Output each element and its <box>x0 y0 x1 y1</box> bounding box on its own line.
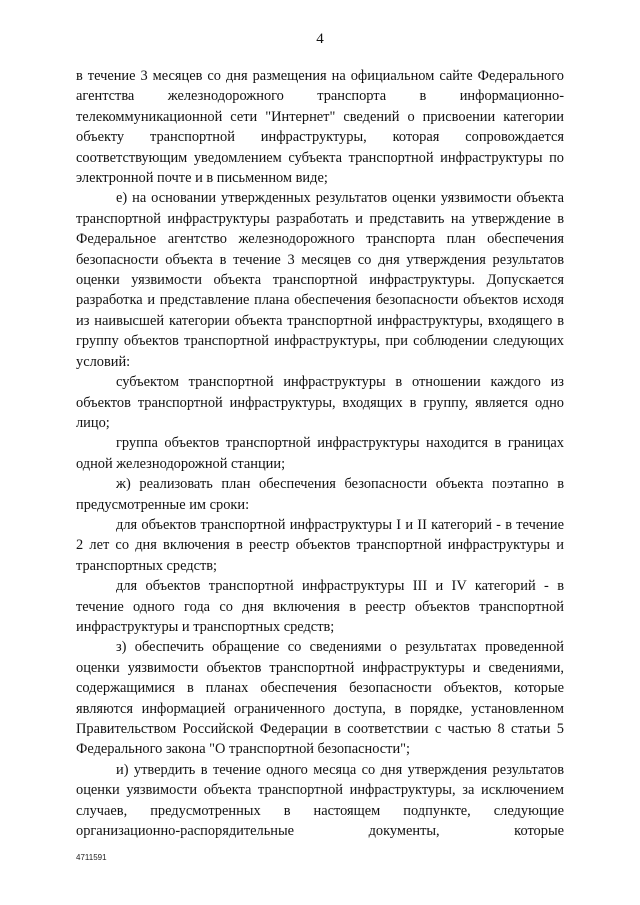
document-body <box>76 66 564 841</box>
paragraph: е) на основании утвержденных результатов оценки уязвимости объекта транспортной инфраструктуры разработать и представить на утверждение в Федеральное агентство железнодорожного транспорта план обеспечения безопасности объекта в течение 3 месяцев со дня утверждения результатов оценки уязвимости объекта транспортной инфраструктуры. Допускается разработка и представление плана обеспечения безопасности объектов исходя из наивысшей категории объекта транспортной инфраструктуры, входящего в группу объектов транспортной инфраструктуры, при соблюдении следующих условий: <box>76 190 564 370</box>
paragraph: для объектов транспортной инфраструктуры I и II категорий - в течение 2 лет со дня включения в реестр объектов транспортной инфраструктуры и транспортных средств; <box>76 516 564 574</box>
page-number: 4 <box>316 31 324 47</box>
paragraph: ж) реализовать план обеспечения безопасности объекта поэтапно в предусмотренные им сроки: <box>76 476 564 513</box>
paragraph: для объектов транспортной инфраструктуры III и IV категорий - в течение одного года со дня включения в реестр объектов транспортной инфраструктуры и транспортных средств; <box>76 578 564 635</box>
document-code: 4711591 <box>76 853 107 862</box>
paragraph: субъектом транспортной инфраструктуры в отношении каждого из объектов транспортной инфраструктуры, входящих в группу, является одно лицо; <box>76 374 564 431</box>
paragraph: з) обеспечить обращение со сведениями о результатах проведенной оценки уязвимости объектов транспортной инфраструктуры и сведениями, содержащимися в планах обеспечения безопасности объектов, которые являются информацией ограниченного доступа, в порядке, установленном Правительством Российской Федерации в соответствии с частью 8 статьи 5 Федерального закона "О транспортной безопасности"; <box>76 639 564 758</box>
paragraph: группа объектов транспортной инфраструктуры находится в границах одной железнодорожной станции; <box>76 435 564 472</box>
paragraph: и) утвердить в течение одного месяца со дня утверждения результатов оценки уязвимости объекта транспортной инфраструктуры, за исключением случаев, предусмотренных в настоящем подпункте, следующие организационно-распорядительные документы, которые <box>76 761 564 840</box>
paragraph: в течение 3 месяцев со дня размещения на официальном сайте Федерального агентства железнодорожного транспорта в информационно-телекоммуникационной сети "Интернет" сведений о присвоении категории объекту транспортной инфраструктуры, которая сопровождается соответствующим уведомлением субъекта транспортной инфраструктуры по электронной почте и в письменном виде; <box>76 68 564 187</box>
